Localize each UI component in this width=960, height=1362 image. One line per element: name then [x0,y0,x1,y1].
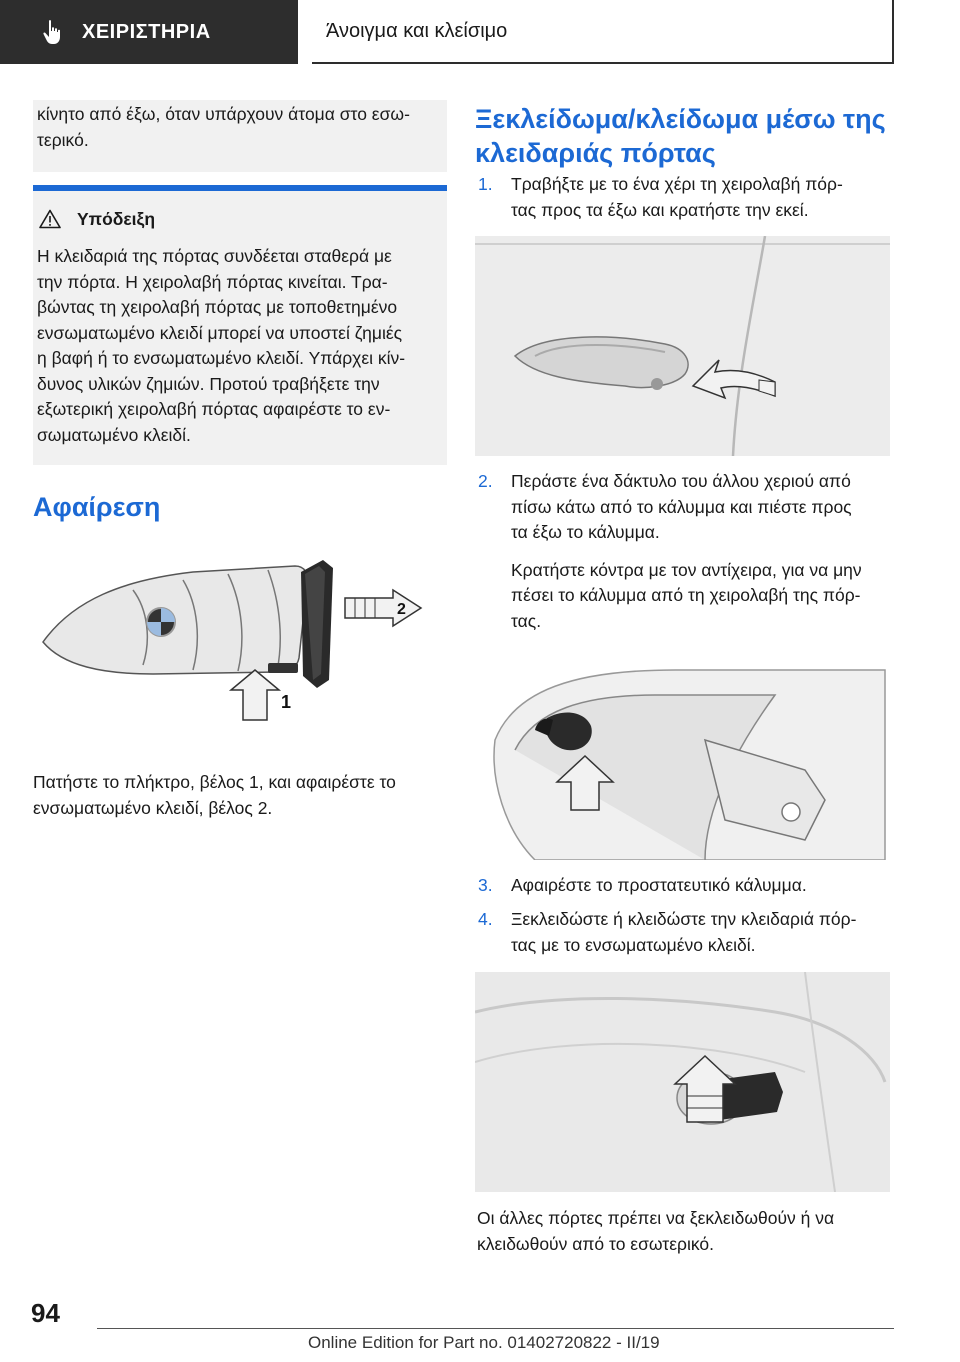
note-line: εξωτερική χειρολαβή πόρτας αφαιρέστε το εν- [37,399,391,419]
step-line: τας προς τα έξω και κρατήστε την εκεί. [511,199,809,220]
note-line: η βαφή ή το ενσωματωμένο κλειδί. Υπάρχει κίν- [37,348,406,368]
step-line: τας. [511,610,542,631]
note-line: την πόρτα. Η χειρολαβή πόρτας κινείται. Τρα- [37,271,388,292]
note-title: Υπόδειξη [77,209,156,229]
page-number: 94 [31,1298,60,1328]
step-line: Περάστε ένα δάκτυλο του άλλου χεριού από [511,471,851,491]
footer-divider [97,1328,894,1329]
section-heading-door-lock [475,102,895,170]
step-line: πέσει το κάλυμμα από τη χειρολαβή της πόρ- [511,585,861,605]
step-line: πίσω κάτω από το κάλυμμα και πιέστε προς [511,496,852,517]
step-number: 2. [478,471,493,491]
heading-line: κλειδαριάς πόρτας [475,138,716,168]
arrow-label-1: 1 [281,692,292,712]
warning-triangle-icon [39,209,61,229]
step-line: τας με το ενσωματωμένο κλειδί. [511,934,756,955]
header-section-tab[interactable] [0,0,298,64]
header-section-title: ΧΕΙΡΙΣΤΗΡΙΑ [82,20,211,43]
key-removal-caption [33,770,447,821]
step-line: Αφαιρέστε το προστατευτικό κάλυμμα. [511,875,807,895]
header-chapter-title: Άνοιγμα και κλείσιμο [326,19,508,42]
note-body [37,244,447,448]
intro-line: κίνητο από έξω, όταν υπάρχουν άτομα στο εσω- [37,104,410,124]
step-number: 1. [478,174,493,194]
note-line: δυνος υλικών ζημιών. Προτού τραβήξετε την [37,373,380,394]
cover-removal-figure [475,660,890,860]
caption-line: Οι άλλες πόρτες πρέπει να ξεκλειδωθούν ή να [477,1208,835,1228]
note-line: Η κλειδαριά της πόρτας συνδέεται σταθερά με [37,246,392,266]
arrow-label-2: 2 [397,601,406,618]
note-line: ενσωματωμένο κλειδί μπορεί να υποστεί ζημιές [37,322,403,343]
step-line: Τραβήξτε με το ένα χέρι τη χειρολαβή πόρ- [511,174,843,194]
heading-line: Ξεκλείδωμα/κλείδωμα μέσω της [475,104,886,134]
caption-line: Πατήστε το πλήκτρο, βέλος 1, και αφαιρέστε το [33,772,396,792]
note-box [33,191,447,465]
step-number: 3. [478,875,493,895]
note-line: σωματωμένο κλειδί. [37,424,191,445]
key-in-lock-figure [475,972,890,1192]
header-chapter [312,0,894,64]
intro-line: τερικό. [37,129,89,150]
hand-pointer-icon [42,19,64,45]
key-removal-figure [33,550,447,740]
caption-line: ενσωματωμένο κλειδί, βέλος 2. [33,797,273,818]
footer-edition: Online Edition for Part no. 01402720822 - II/19 [308,1333,660,1352]
door-handle-figure [475,236,890,456]
other-doors-caption [477,1206,892,1257]
note-line: βώντας τη χειρολαβή πόρτας με τοποθετημένο [37,297,398,317]
step-line: Κρατήστε κόντρα με τον αντίχειρα, για να μην [511,559,862,580]
caption-line: κλειδωθούν από το εσωτερικό. [477,1233,714,1254]
step-line: τα έξω το κάλυμμα. [511,522,660,542]
step-number: 4. [478,909,493,929]
step-line: Ξεκλειδώστε ή κλειδώστε την κλειδαριά πόρ- [511,909,857,929]
intro-box [33,100,447,172]
section-heading-removal: Αφαίρεση [33,492,161,522]
